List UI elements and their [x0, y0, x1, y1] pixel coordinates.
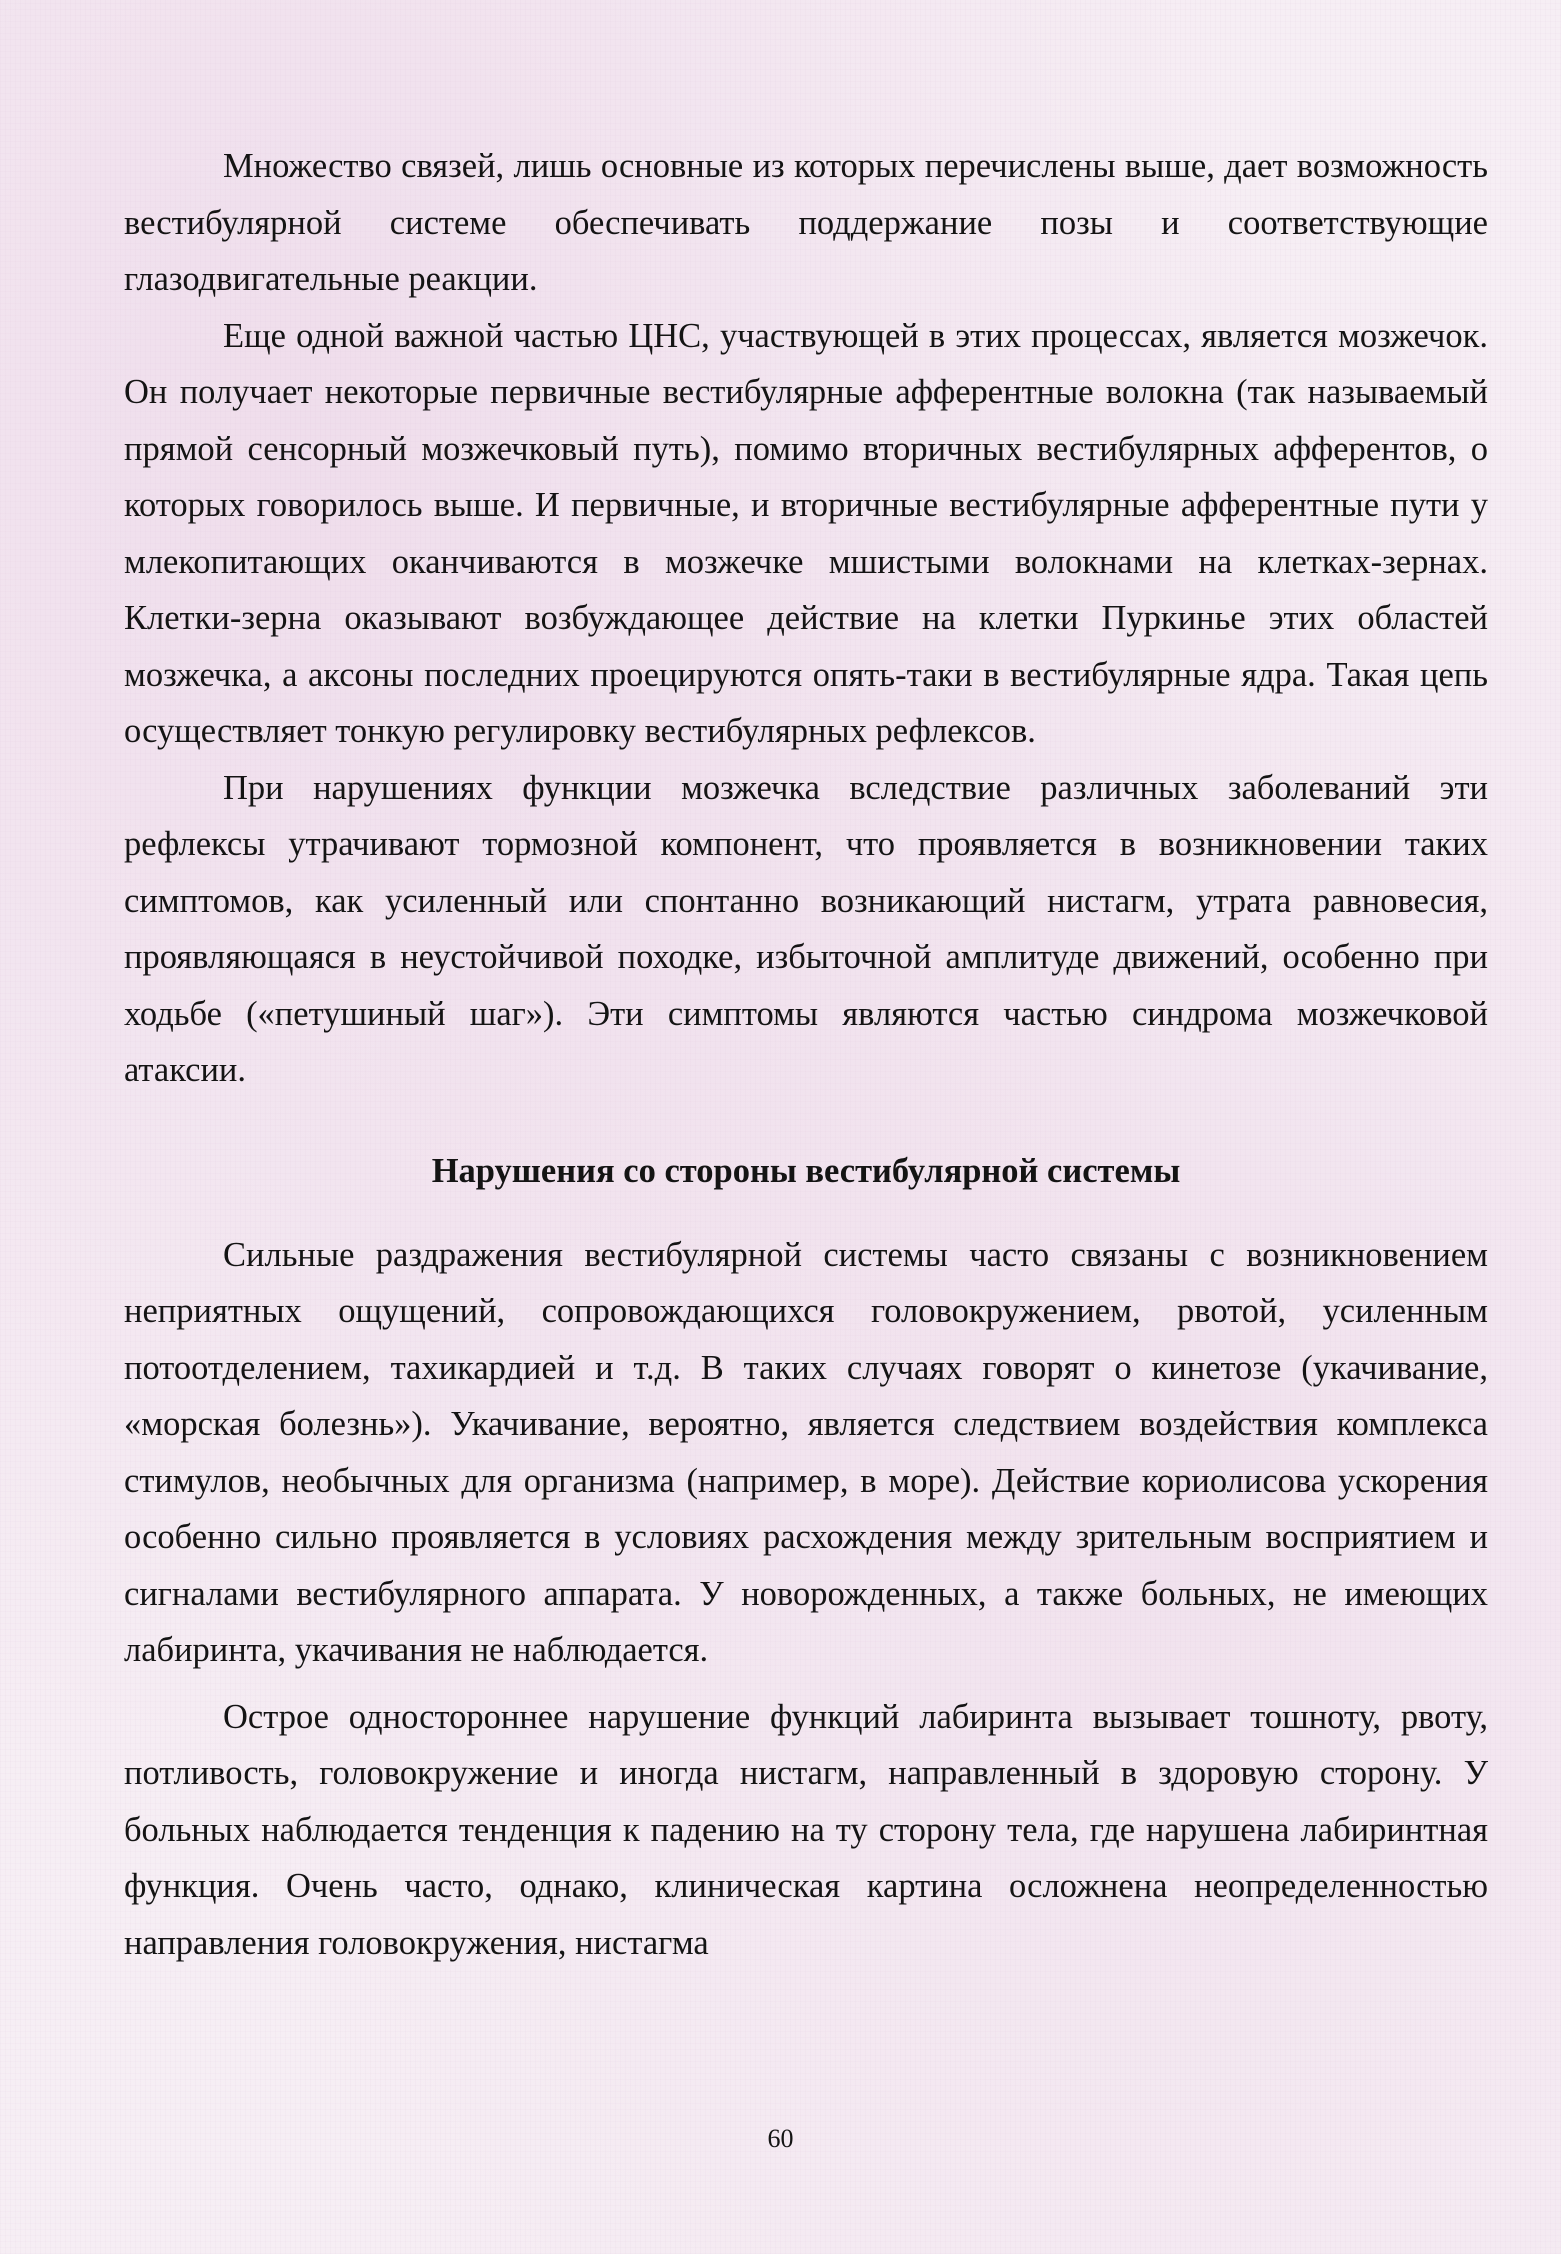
- section-heading: Нарушения со стороны вестибулярной системы: [431, 1151, 1181, 1190]
- page-number: 60: [767, 2124, 794, 2153]
- paragraph: Сильные раздражения вестибулярной системы часто связаны с возникновением неприятных ощущений, сопровождающихся головокружением, рвотой, усиленным потоотделением, тахикардией и т.д. В таких случаях говорят о кинетозе (укачивание, «морская болезнь»). Укачивание, вероятно, является следствием воздействия комплекса стимулов, необычных для организма (например, в море). Действие кориолисова ускорения особенно сильно проявляется в условиях расхождения между зрительным восприятием и сигналами вестибулярного аппарата. У новорожденных, а также больных, не имеющих лабиринта, укачивания не наблюдается.: [124, 1235, 1488, 1669]
- document-page: [124, 138, 1488, 1971]
- paragraph: Множество связей, лишь основные из которых перечислены выше, дает возможность вестибулярной системе обеспечивать поддержание позы и соответствующие глазодвигательные реакции.: [124, 147, 1488, 298]
- paragraph: При нарушениях функции мозжечка вследствие различных заболеваний эти рефлексы утрачивают тормозной компонент, что проявляется в возникновении таких симптомов, как усиленный или спонтанно возникающий нистагм, утрата равновесия, проявляющаяся в неустойчивой походке, избыточной амплитуде движений, особенно при ходьбе («петушиный шаг»). Эти симптомы являются частью синдрома мозжечковой атаксии.: [124, 768, 1488, 1089]
- paragraph: Еще одной важной частью ЦНС, участвующей в этих процессах, является мозжечок. Он получает некоторые первичные вестибулярные афферентные волокна (так называемый прямой сенсорный мозжечковый путь), помимо вторичных вестибулярных афферентов, о которых говорилось выше. И первичные, и вторичные вестибулярные афферентные пути у млекопитающих оканчиваются в мозжечке мшистыми волокнами на клетках-зернах. Клетки-зерна оказывают возбуждающее действие на клетки Пуркинье этих областей мозжечка, а аксоны последних проецируются опять-таки в вестибулярные ядра. Такая цепь осуществляет тонкую регулировку вестибулярных рефлексов.: [124, 316, 1488, 750]
- paragraph: Острое одностороннее нарушение функций лабиринта вызывает тошноту, рвоту, потливость, головокружение и иногда нистагм, направленный в здоровую сторону. У больных наблюдается тенденция к падению на ту сторону тела, где нарушена лабиринтная функция. Очень часто, однако, клиническая картина осложнена неопределенностью направления головокружения, нистагма: [124, 1697, 1488, 1962]
